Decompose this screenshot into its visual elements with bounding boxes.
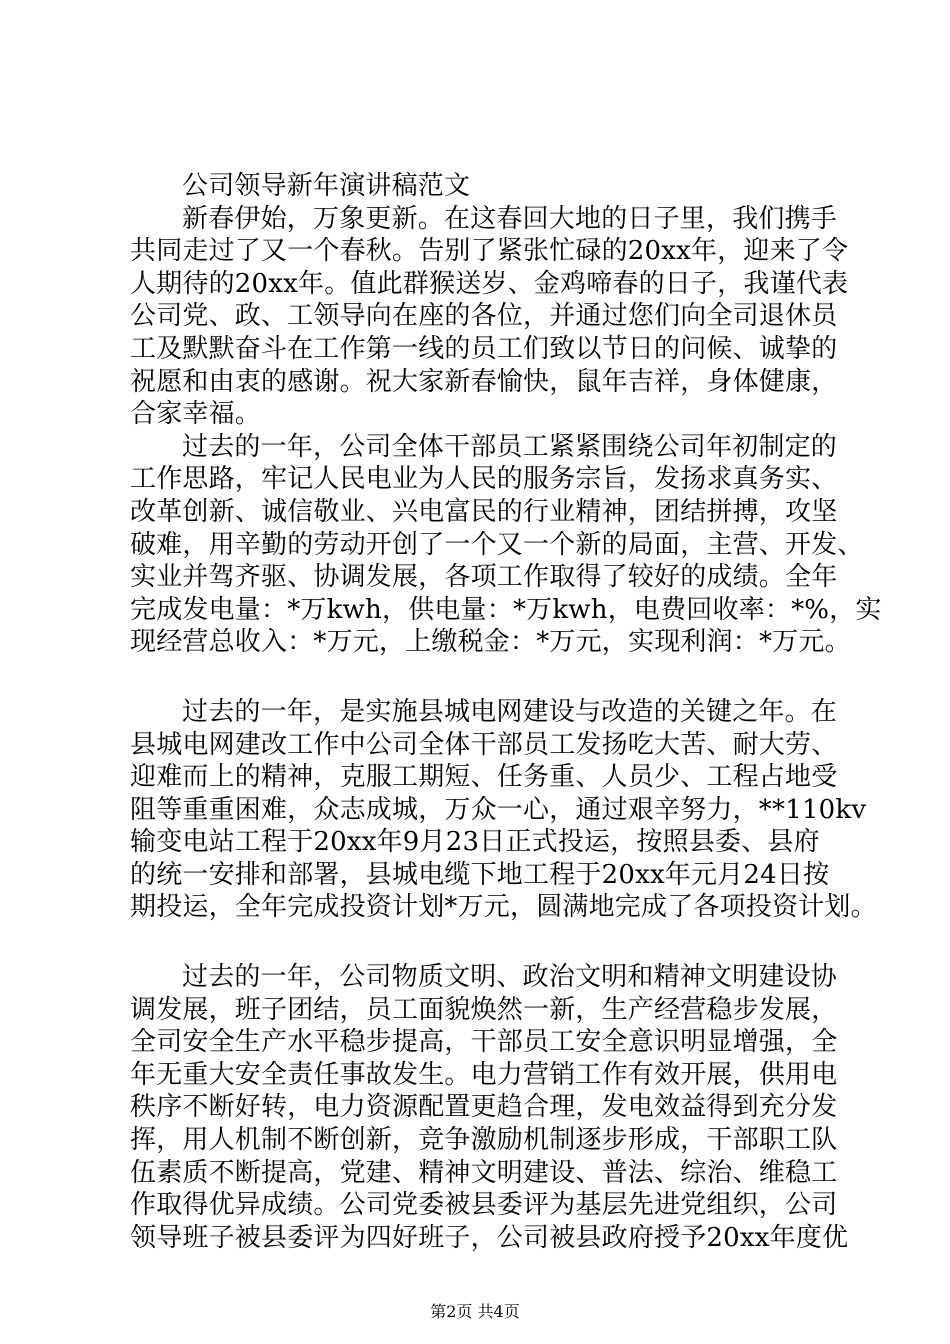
paragraph-line: 县城电网建改工作中公司全体干部员工发扬吃大苦、耐大劳、 (130, 729, 838, 760)
paragraph-line: 的统一安排和部署，县城电缆下地工程于20xx年元月24日按 (130, 859, 830, 890)
paragraph-line: 调发展，班子团结，员工面貌焕然一新，生产经营稳步发展， (130, 994, 838, 1025)
paragraph-line: 全司安全生产水平稳步提高，干部员工安全意识明显增强，全 (130, 1027, 838, 1058)
paragraph-line: 伍素质不断提高，党建、精神文明建设、普法、综治、维稳工 (130, 1157, 838, 1188)
paragraph-line: 破难，用辛勤的劳动开创了一个又一个新的局面，主营、开发、 (130, 529, 864, 560)
paragraph-line: 人期待的20xx年。值此群猴送岁、金鸡啼春的日子，我谨代表 (130, 268, 849, 299)
paragraph-line: 领导班子被县委评为四好班子，公司被县政府授予20xx年度优 (130, 1222, 849, 1253)
paragraph-line: 改革创新、诚信敬业、兴电富民的行业精神，团结拼搏，攻坚 (130, 496, 838, 527)
paragraph-line: 年无重大安全责任事故发生。电力营销工作有效开展，供用电 (130, 1059, 838, 1090)
paragraph-line: 期投运，全年完成投资计划*万元，圆满地完成了各项投资计划。 (130, 892, 877, 923)
paragraph-line: 现经营总收入：*万元，上缴税金：*万元，实现利润：*万元。 (130, 627, 851, 658)
paragraph-4 (130, 961, 850, 1254)
paragraph-line: 工及默默奋斗在工作第一线的员工们致以节日的问候、诚挚的 (130, 333, 838, 364)
paragraph-gap (130, 924, 850, 961)
paragraph-gap (130, 659, 850, 696)
paragraph-line: 输变电站工程于20xx年9月23日正式投运，按照县委、县府 (130, 827, 820, 858)
paragraph-1 (130, 203, 850, 431)
paragraph-line: 作取得优异成绩。公司党委被县委评为基层先进党组织，公司 (130, 1190, 838, 1221)
paragraph-line: 实业并驾齐驱、协调发展，各项工作取得了较好的成绩。全年 (130, 562, 838, 593)
paragraph-line: 挥，用人机制不断创新，竞争激励机制逐步形成，干部职工队 (130, 1125, 838, 1156)
page-footer: 第2页 共4页 (430, 1302, 520, 1321)
paragraph-3 (130, 696, 877, 924)
paragraph-line: 共同走过了又一个春秋。告别了紧张忙碌的20xx年，迎来了令 (130, 236, 849, 267)
document-body (130, 170, 882, 1254)
paragraph-2 (130, 431, 882, 659)
paragraph-line: 过去的一年，公司全体干部员工紧紧围绕公司年初制定的 (182, 431, 838, 462)
paragraph-line: 过去的一年，是实施县城电网建设与改造的关键之年。在 (182, 696, 838, 727)
paragraph-line: 过去的一年，公司物质文明、政治文明和精神文明建设协 (182, 962, 838, 993)
paragraph-line: 公司党、政、工领导向在座的各位，并通过您们向全司退休员 (130, 301, 838, 332)
paragraph-line: 新春伊始，万象更新。在这春回大地的日子里，我们携手 (182, 203, 838, 234)
paragraph-line: 完成发电量：*万kwh，供电量：*万kwh，电费回收率：*%，实 (130, 594, 882, 625)
paragraph-line: 秩序不断好转，电力资源配置更趋合理，发电效益得到充分发 (130, 1092, 838, 1123)
paragraph-line: 迎难而上的精神，克服工期短、任务重、人员少、工程占地受 (130, 762, 838, 793)
paragraph-line: 工作思路，牢记人民电业为人民的服务宗旨，发扬求真务实、 (130, 464, 838, 495)
document-title: 公司领导新年演讲稿范文 (182, 171, 471, 201)
paragraph-line: 阻等重重困难，众志成城，万众一心，通过艰辛努力，**110kv (130, 794, 867, 825)
paragraph-line: 祝愿和由衷的感谢。祝大家新春愉快，鼠年吉祥，身体健康， (130, 366, 838, 397)
paragraph-line: 合家幸福。 (130, 399, 262, 430)
